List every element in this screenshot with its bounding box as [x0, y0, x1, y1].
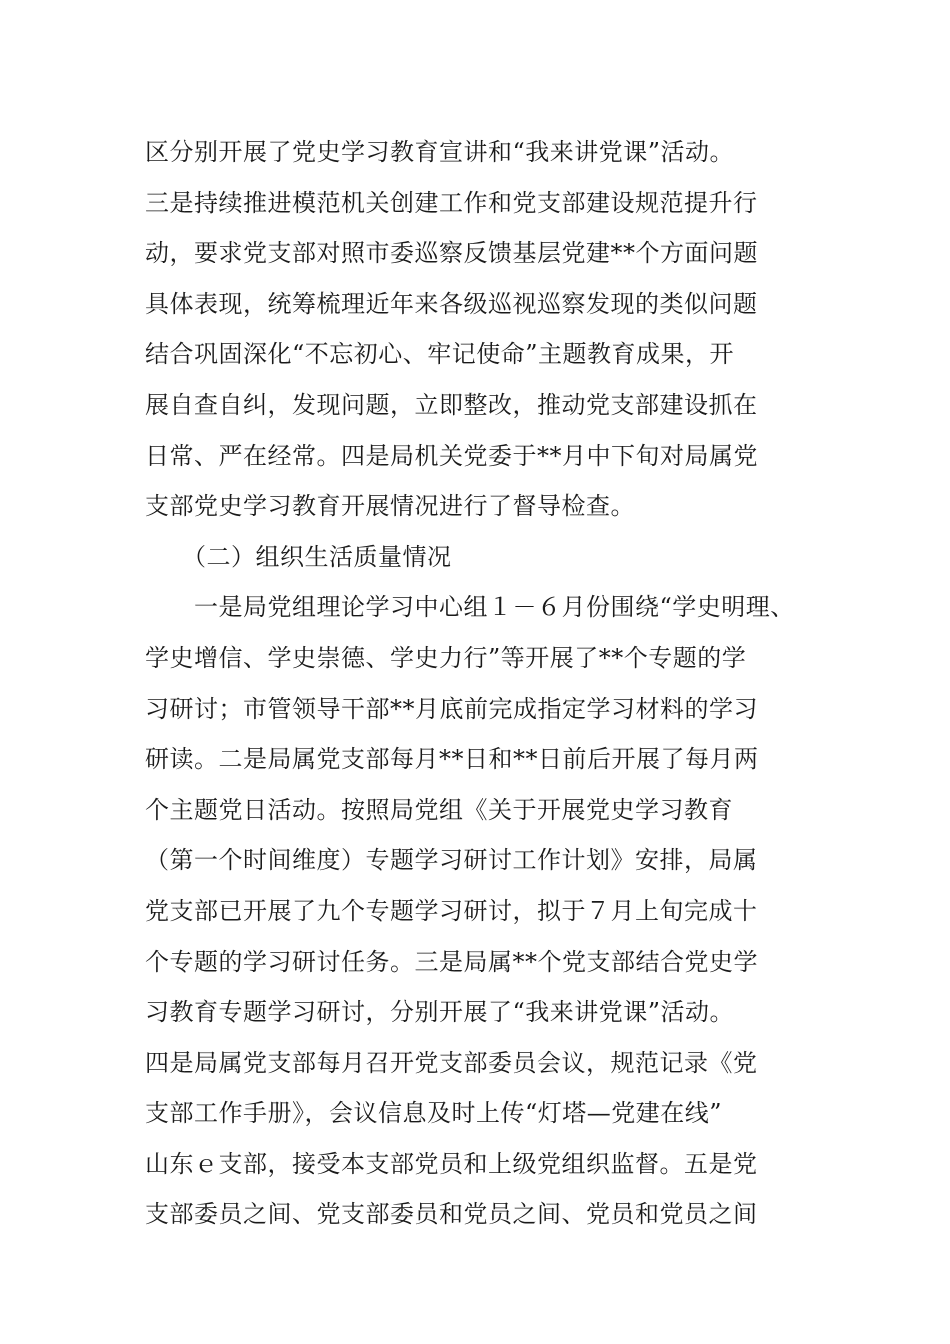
text-line: 党支部已开展了九个专题学习研讨，拟于７月上旬完成十	[145, 896, 758, 925]
text-line: 学史增信、学史崇德、学史力行”等开展了**个专题的学	[145, 643, 747, 672]
text-line: 三是持续推进模范机关创建工作和党支部建设规范提升行	[145, 188, 758, 217]
text-line: 研读。二是局属党支部每月**日和**日前后开展了每月两	[145, 745, 759, 774]
text-line: 习研讨；市管领导干部**月底前完成指定学习材料的学习	[145, 694, 758, 723]
text-line: 一是局党组理论学习中心组１－６月份围绕“学史明理、	[145, 593, 795, 622]
text-line: 个主题党日活动。按照局党组《关于开展党史学习教育	[145, 795, 733, 824]
text-line: 支部党史学习教育开展情况进行了督导检查。	[145, 492, 635, 521]
text-line: 支部工作手册》，会议信息及时上传“灯塔—党建在线”	[145, 1099, 723, 1128]
text-line: 四是局属党支部每月召开党支部委员会议，规范记录《党	[145, 1048, 758, 1077]
text-line: 习教育专题学习研讨，分别开展了“我来讲党课”活动。	[145, 998, 735, 1027]
text-line: 个专题的学习研讨任务。三是局属**个党支部结合党史学	[145, 947, 758, 976]
text-line: 区分别开展了党史学习教育宣讲和“我来讲党课”活动。	[145, 138, 735, 166]
text-line: 日常、严在经常。四是局机关党委于**月中下旬对局属党	[145, 441, 758, 470]
text-line: 动，要求党支部对照市委巡察反馈基层党建**个方面问题	[145, 239, 758, 268]
text-line: 山东ｅ支部，接受本支部党员和上级党组织监督。五是党	[145, 1149, 758, 1178]
text-line: （第一个时间维度）专题学习研讨工作计划》安排，局属	[145, 846, 758, 875]
text-line: 展自查自纠，发现问题，立即整改，推动党支部建设抓在	[145, 390, 758, 419]
section-heading: （二）组织生活质量情况	[145, 542, 452, 571]
text-line: 结合巩固深化“不忘初心、牢记使命”主题教育成果，开	[145, 340, 735, 369]
text-line: 具体表现，统筹梳理近年来各级巡视巡察发现的类似问题	[145, 289, 758, 318]
text-line: 支部委员之间、党支部委员和党员之间、党员和党员之间	[145, 1200, 758, 1229]
body-text	[145, 127, 825, 1240]
